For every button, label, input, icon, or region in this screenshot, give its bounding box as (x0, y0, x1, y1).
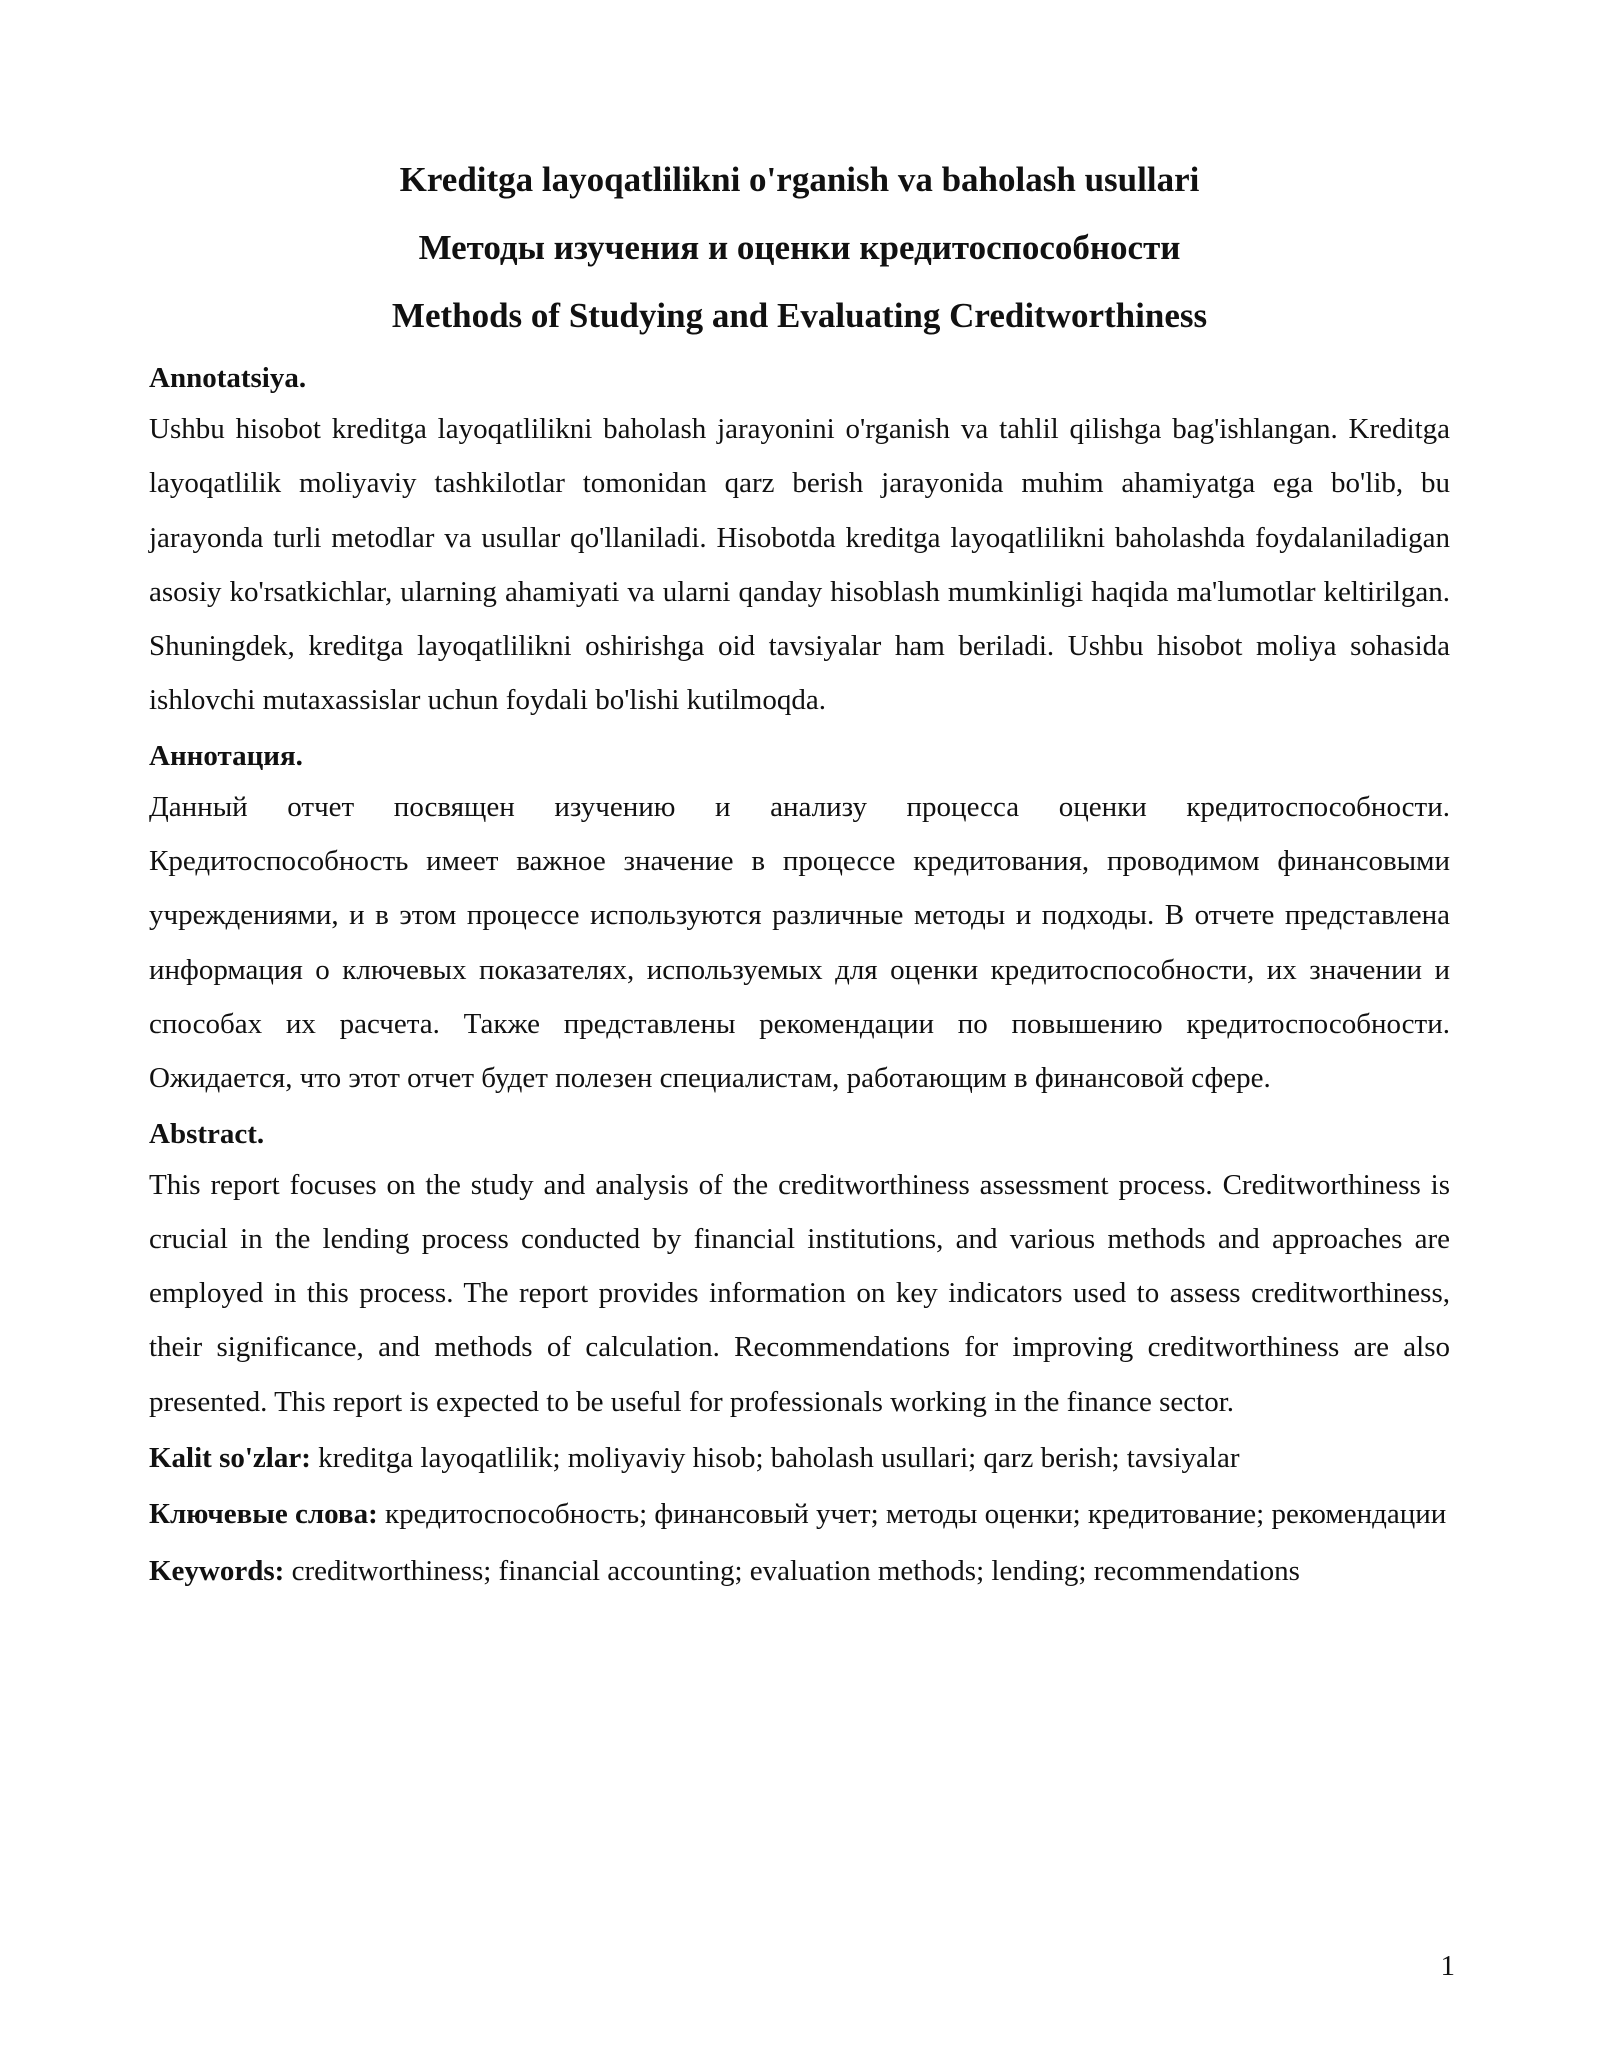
keywords-en-label: Keywords: (149, 1554, 285, 1587)
abstract-en-heading: Abstract. (149, 1117, 265, 1150)
keywords-ru-label: Ключевые слова: (149, 1498, 378, 1531)
keywords-ru (149, 1487, 1450, 1541)
abstract-ru-text: Данный отчет посвящен изучению и анализу процесса оценки кредитоспособности. Кредитоспособность имеет важное значение в процессе кредитования, проводимом финансовыми учреждениями, и в этом процессе используются различные методы и подходы. В отчете представлена информация о ключевых показателях, используемых для оценки кредитоспособности, их значении и способах их расчета. Также представлены рекомендации по повышению кредитоспособности. Ожидается, что этот отчет будет полезен специалистам, работающим в финансовой сфере. (149, 790, 1450, 1095)
page-content (149, 146, 1450, 1598)
abstract-en-text: This report focuses on the study and analysis of the creditworthiness assessment process. Creditworthiness is crucial in the lending process conducted by financial institutions, and various methods and approaches are employed in this process. The report provides information on key indicators used to assess creditworthiness, their significance, and methods of calculation. Recommendations for improving creditworthiness are also presented. This report is expected to be useful for professionals working in the finance sector. (149, 1168, 1450, 1418)
keywords-uz-text: kreditga layoqatlilik; moliyaviy hisob; baholash usullari; qarz berish; tavsiyalar (310, 1442, 1240, 1475)
keywords-en-text: creditworthiness; financial accounting; evaluation methods; lending; recommendations (284, 1554, 1300, 1587)
abstract-uz-heading: Annotatsiya. (149, 362, 307, 394)
title-english: Methods of Studying and Evaluating Creditworthiness (391, 296, 1208, 335)
abstract-uz-text: Ushbu hisobot kreditga layoqatlilikni baholash jarayonini o'rganish va tahlil qilishga bag'ishlangan. Kreditga layoqatlilik moliyaviy tashkilotlar tomonidan qarz berish jarayonida muhim ahamiyatga ega bo'lib, bu jarayonda turli metodlar va usullar qo'llaniladi. Hisobotda kreditga layoqatlilikni baholashda foydalaniladigan asosiy ko'rsatkichlar, ularning ahamiyati va ularni qanday hisoblash mumkinligi haqida ma'lumotlar keltirilgan. Shuningdek, kreditga layoqatlilikni oshirishga oid tavsiyalar ham beriladi. Ushbu hisobot moliya sohasida ishlovchi mutaxassislar uchun foydali bo'lishi kutilmoqda. (149, 413, 1450, 717)
abstract-ru-heading: Аннотация. (149, 739, 303, 772)
title-uzbek: Kreditga layoqatlilikni o'rganish va baholash usullari (399, 160, 1200, 199)
page-number: 1 (1440, 1950, 1455, 1982)
keywords-en (149, 1544, 1450, 1598)
keywords-uz (149, 1431, 1450, 1485)
keywords-uz-label: Kalit so'zlar: (149, 1442, 311, 1475)
title-russian: Методы изучения и оценки кредитоспособности (418, 228, 1181, 267)
keywords-ru-text: кредитоспособность; финансовый учет; методы оценки; кредитование; рекомендации (377, 1498, 1447, 1531)
